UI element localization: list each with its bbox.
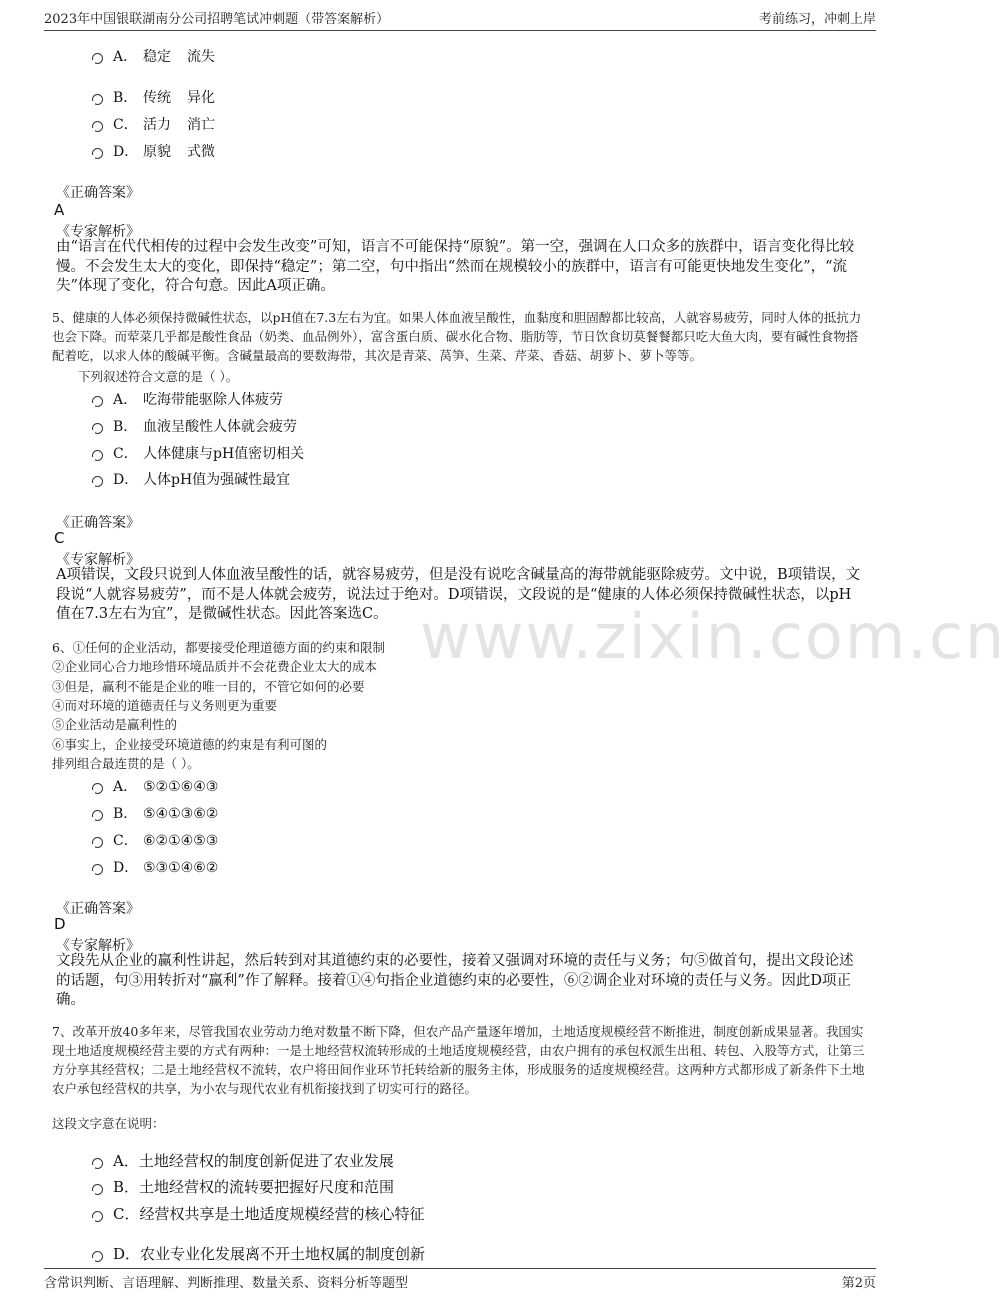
q7-option-b[interactable]: B．土地经营权的流转要把握好尺度和范围 xyxy=(92,1176,394,1197)
q6-analysis: 文段先从企业的赢利性讲起，然后转到对其道德约束的必要性，接着又强调对环境的责任与义务；句⑤做首句，提出文段论述的话题，句③用转折对“赢利”作了解释。接着①④句指企业道德约束的必要性，⑥②调企业对环境的责任与义务。因此D项正确。 xyxy=(56,953,854,1008)
q5-option-c[interactable]: C． 人体健康与pH值密切相关 xyxy=(92,443,304,463)
q6-prompt: 排列组合最连贯的是（ ）。 xyxy=(52,756,200,771)
radio-icon[interactable] xyxy=(92,783,103,794)
watermark: www.zixin.com.cn xyxy=(420,600,1006,673)
q4-answer-label: 《正确答案》 xyxy=(56,185,140,201)
q5-analysis: A项错误，文段只说到人体血液呈酸性的话，就容易疲劳，但是没有说吃含碱量高的海带就能驱除疲劳。文中说，B项错误，文段说“人就容易疲劳”，而不是人体就会疲劳，说法过于绝对。D项错误，文段说的是“健康的人体必须保持微碱性状态，以pH值在7.3左右为宜”，是微碱性状态。因此答案选C。 xyxy=(56,567,861,622)
q5-option-d[interactable]: D． 人体pH值为强碱性最宜 xyxy=(92,469,290,489)
radio-icon[interactable] xyxy=(92,53,103,64)
radio-icon[interactable] xyxy=(92,1211,103,1222)
q6-answer: D xyxy=(54,915,66,933)
q6-line-2: ②企业同心合力地珍惜环境品质并不会花费企业太大的成本 xyxy=(52,659,378,674)
q4-option-d[interactable]: D． 原貌 式微 xyxy=(92,141,215,161)
q5-prompt: 下列叙述符合文意的是（ ）。 xyxy=(78,369,239,384)
q5-stem: 5、健康的人体必须保持微碱性状态，以pH值在7.3左右为宜。如果人体血液呈酸性，血黏度和胆固醇都比较高，人就容易疲劳，同时人体的抵抗力也会下降。而荤菜几乎都是酸性食品（奶类、血品例外），富含蛋白质、碳水化合物、脂肪等，节日饮食切莫餐餐都只吃大鱼大肉，要有碱性食物搭配着吃，以求人体的酸碱平衡。含碱量最高的要数海带，其次是青菜、莴笋、生菜、芹菜、香菇、胡萝卜、萝卜等等。 xyxy=(52,310,862,363)
q5-option-a[interactable]: A． 吃海带能驱除人体疲劳 xyxy=(92,389,283,409)
header-divider xyxy=(44,30,876,31)
q6-answer-label: 《正确答案》 xyxy=(56,901,140,917)
q4-answer: A xyxy=(54,201,65,219)
q7-option-a[interactable]: A．土地经营权的制度创新促进了农业发展 xyxy=(92,1150,394,1171)
q6-line-5: ⑤企业活动是赢利性的 xyxy=(52,717,178,732)
q4-analysis-label: 《专家解析》 xyxy=(56,224,140,240)
q6-option-c[interactable]: C． ⑥②①④⑤③ xyxy=(92,830,218,850)
q6-line-3: ③但是，赢利不能是企业的唯一目的，不管它如何的必要 xyxy=(52,679,365,694)
radio-icon[interactable] xyxy=(92,810,103,821)
footer-divider xyxy=(44,1268,876,1269)
radio-icon[interactable] xyxy=(92,837,103,848)
q5-analysis-label: 《专家解析》 xyxy=(56,552,140,568)
q7-option-d[interactable]: D．农业专业化发展离不开土地权属的制度创新 xyxy=(92,1243,425,1264)
radio-icon[interactable] xyxy=(92,1158,103,1169)
q4-option-a[interactable]: A． 稳定 流失 xyxy=(92,46,215,66)
radio-icon[interactable] xyxy=(92,476,103,487)
page-number: 第2页 xyxy=(841,1276,876,1291)
radio-icon[interactable] xyxy=(92,94,103,105)
radio-icon[interactable] xyxy=(92,450,103,461)
q4-option-b[interactable]: B． 传统 异化 xyxy=(92,87,215,107)
q6-option-d[interactable]: D． ⑤③①④⑥② xyxy=(92,857,218,877)
q7-stem: 7、改革开放40多年来，尽管我国农业劳动力绝对数量不断下降，但农产品产量逐年增加，土地适度规模经营不断推进，制度创新成果显著。我国实现土地适度规模经营主要的方式有两种：一是土地经营权流转形成的土地适度规模经营，由农户拥有的承包权派生出租、转包、入股等方式，让第三方分享其经营权；二是土地经营权不流转，农户将田间作业环节托转给新的服务主体，形成服务的适度规模经营。这两种方式都形成了新条件下土地农户承包经营权的共享，为小农与现代农业有机衔接找到了切实可行的路径。 xyxy=(52,1024,865,1096)
q6-analysis-label: 《专家解析》 xyxy=(56,938,140,954)
q4-option-c[interactable]: C． 活力 消亡 xyxy=(92,114,215,134)
q5-answer-label: 《正确答案》 xyxy=(56,515,140,531)
radio-icon[interactable] xyxy=(92,121,103,132)
q6-option-b[interactable]: B． ⑤④①③⑥② xyxy=(92,803,218,823)
q5-answer: C xyxy=(54,529,65,547)
header-title: 2023年中国银联湖南分公司招聘笔试冲刺题（带答案解析） xyxy=(44,12,390,27)
radio-icon[interactable] xyxy=(92,1184,103,1195)
radio-icon[interactable] xyxy=(92,148,103,159)
q7-option-c[interactable]: C．经营权共享是土地适度规模经营的核心特征 xyxy=(92,1203,425,1224)
radio-icon[interactable] xyxy=(92,1251,103,1262)
radio-icon[interactable] xyxy=(92,396,103,407)
q6-line-6: ⑥事实上，企业接受环境道德的约束是有利可图的 xyxy=(52,737,328,752)
q7-prompt: 这段文字意在说明： xyxy=(52,1116,165,1131)
radio-icon[interactable] xyxy=(92,423,103,434)
footer-note: 含常识判断、言语理解、判断推理、数量关系、资料分析等题型 xyxy=(44,1276,409,1291)
q6-line-1: 6、①任何的企业活动，都要接受伦理道德方面的约束和限制 xyxy=(52,640,385,655)
header-slogan: 考前练习，冲刺上岸 xyxy=(758,12,876,27)
q6-option-a[interactable]: A． ⑤②①⑥④③ xyxy=(92,776,218,796)
q5-option-b[interactable]: B． 血液呈酸性人体就会疲劳 xyxy=(92,416,297,436)
q4-analysis: 由“语言在代代相传的过程中会发生改变”可知，语言不可能保持“原貌”。第一空，强调在人口众多的族群中，语言变化得比较慢。不会发生太大的变化，即保持“稳定”；第二空，句中指出“然而在规模较小的族群中，语言有可能更快地发生变化”，“流失”体现了变化，符合句意。因此A项正确。 xyxy=(56,239,855,294)
radio-icon[interactable] xyxy=(92,864,103,875)
q6-line-4: ④而对环境的道德责任与义务则更为重要 xyxy=(52,698,278,713)
